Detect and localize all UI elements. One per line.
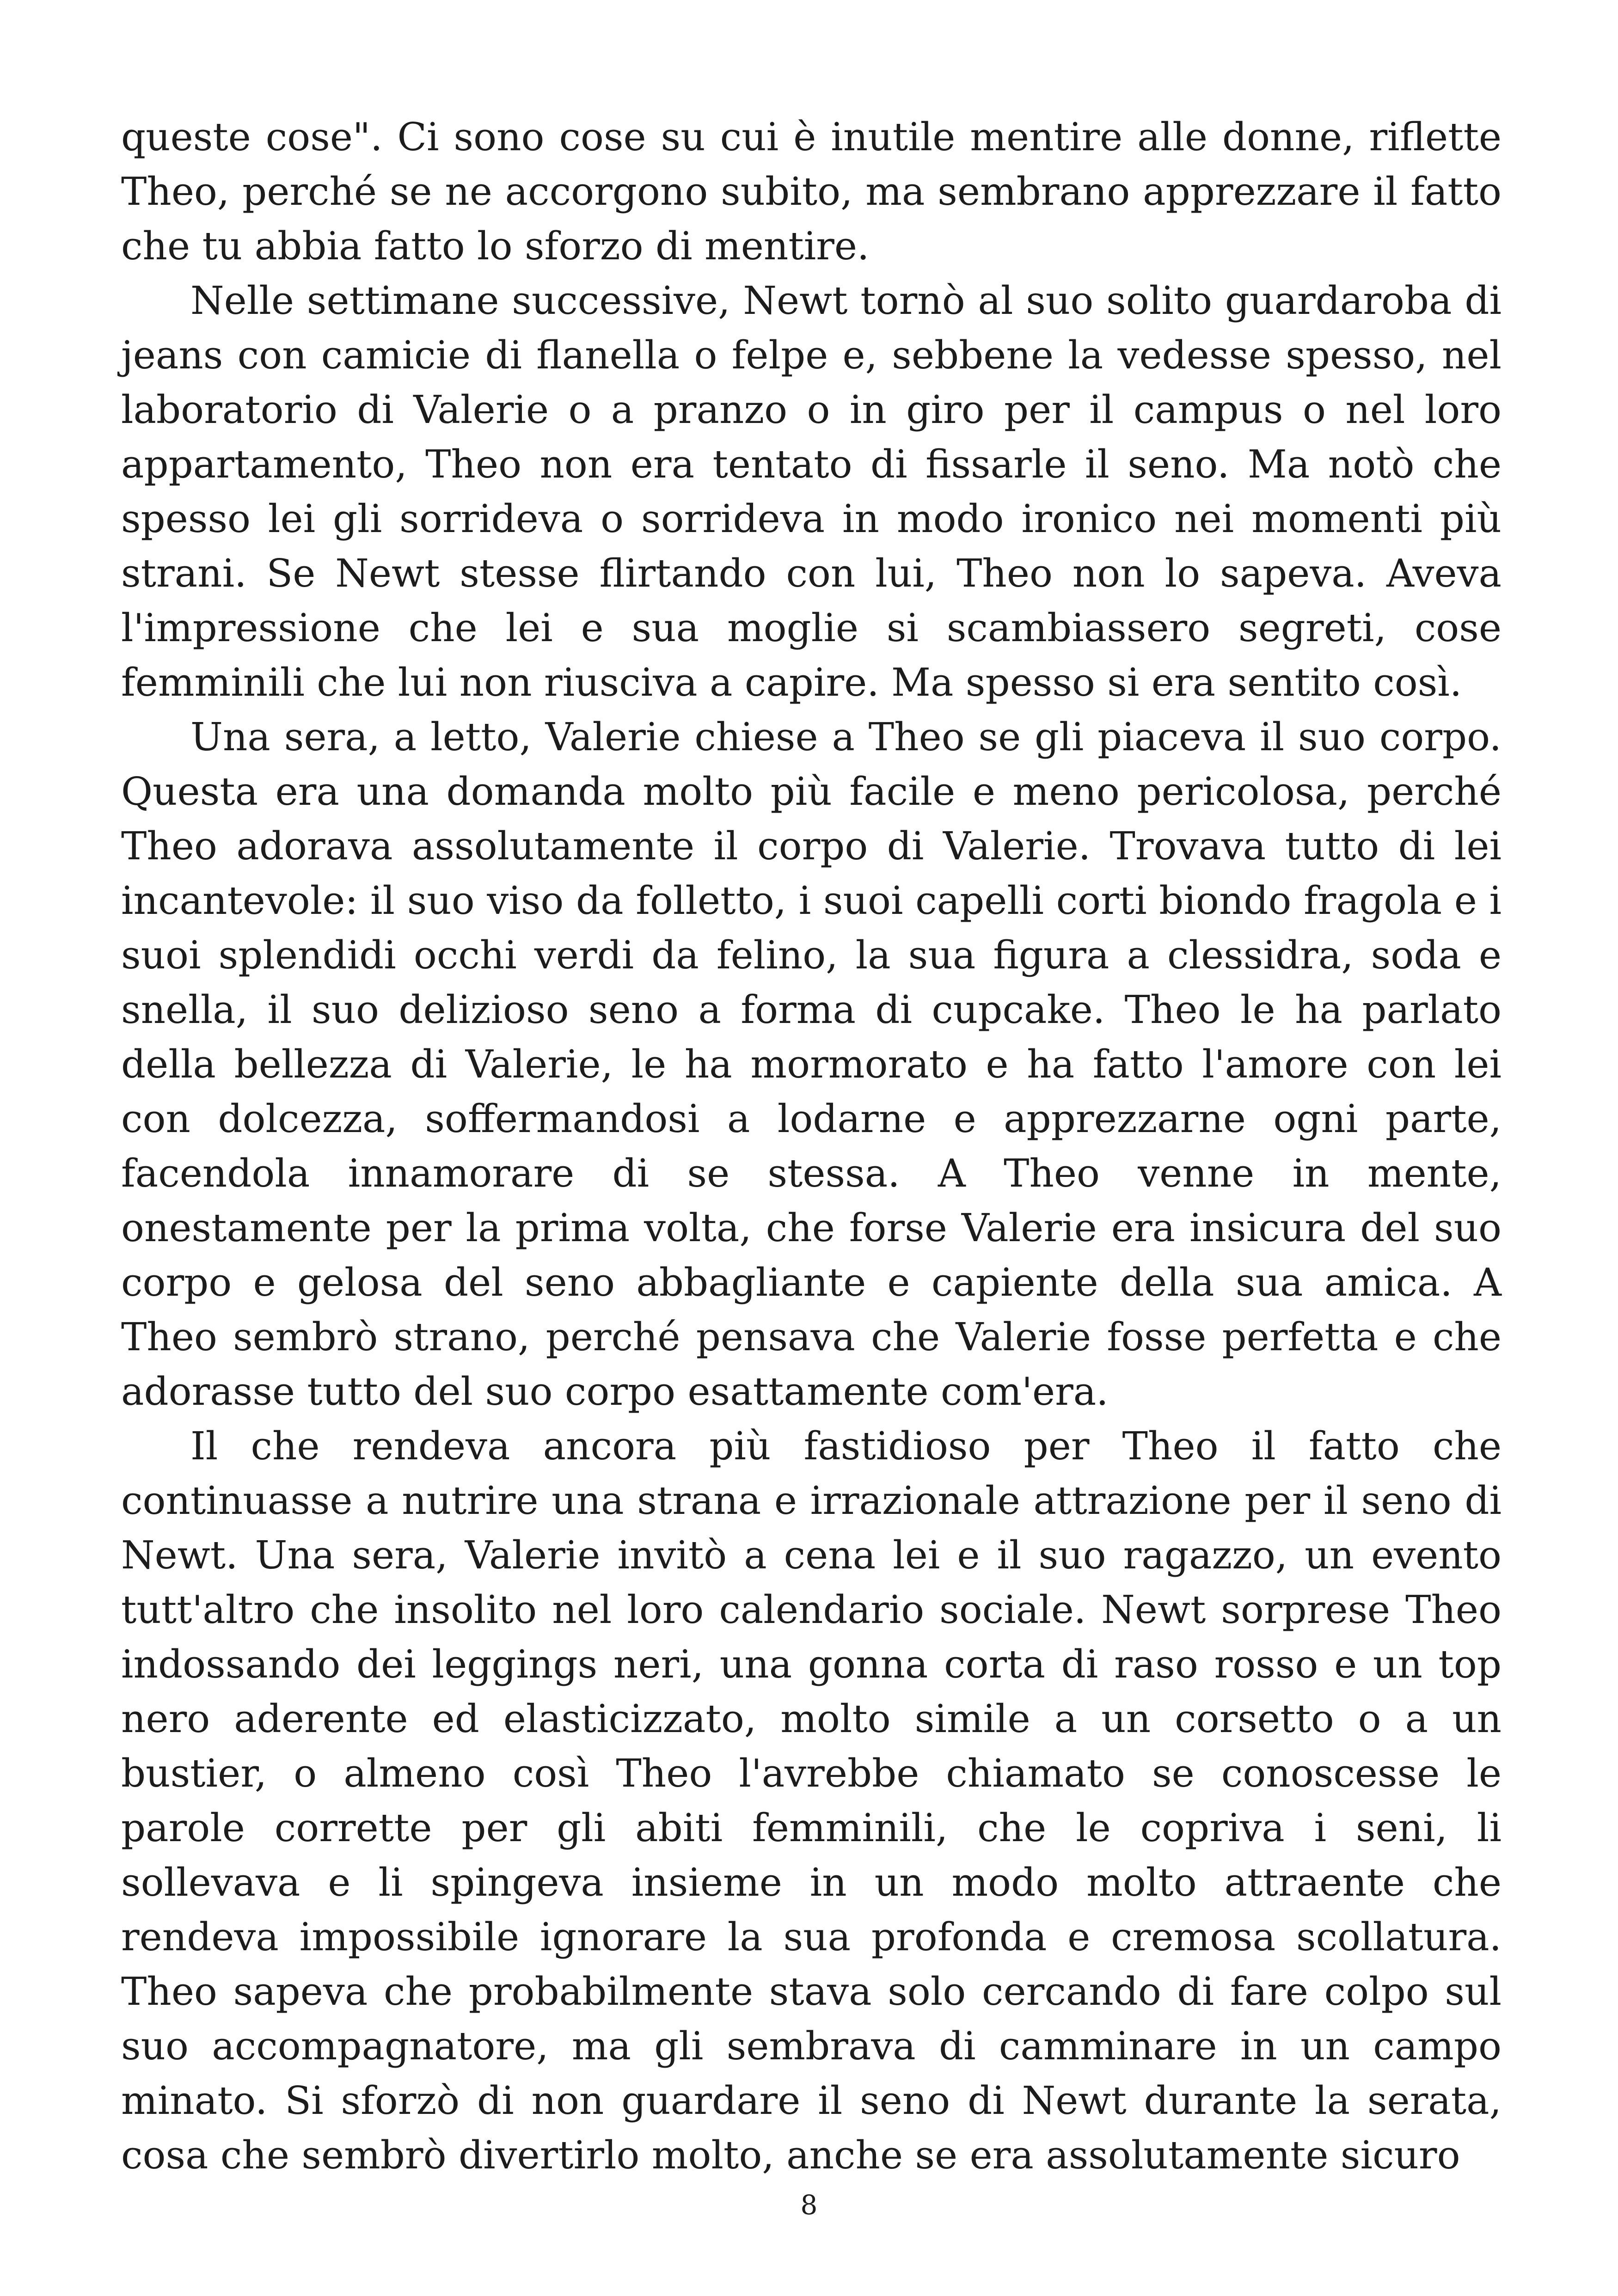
paragraph-1: queste cose". Ci sono cose su cui è inutile mentire alle donne, riflette Theo, perché se ne accorgono subito, ma sembrano apprezzare il fatto che tu abbia fatto lo sforzo di mentire. <box>121 115 1502 269</box>
paragraph-4: Il che rendeva ancora più fastidioso per Theo il fatto che continuasse a nutrire una strana e irrazionale attrazione per il seno di Newt. Una sera, Valerie invitò a cena lei e il suo ragazzo, un evento tutt'altro che insolito nel loro calendario sociale. Newt sorprese Theo indossando dei leggings neri, una gonna corta di raso rosso e un top nero aderente ed elasticizzato, molto simile a un corsetto o a un bustier, o almeno così Theo l'avrebbe chiamato se conoscesse le parole corrette per gli abiti femminili, che le copriva i seni, li sollevava e li spingeva insieme in un modo molto attraente che rendeva impossibile ignorare la sua profonda e cremosa scollatura. Theo sapeva che probabilmente stava solo cercando di fare colpo sul suo accompagnatore, ma gli sembrava di camminare in un campo minato. Si sforzò di non guardare il seno di Newt durante la serata, cosa che sembrò divertirlo molto, anche se era assolutamente sicuro <box>121 1424 1502 2178</box>
paragraph-2: Nelle settimane successive, Newt tornò al suo solito guardaroba di jeans con camicie di flanella o felpe e, sebbene la vedesse spesso, nel laboratorio di Valerie o a pranzo o in giro per il campus o nel loro appartamento, Theo non era tentato di fissarle il seno. Ma notò che spesso lei gli sorrideva o sorrideva in modo ironico nei momenti più strani. Se Newt stesse flirtando con lui, Theo non lo sapeva. Aveva l'impressione che lei e sua moglie si scambiassero segreti, cose femminili che lui non riusciva a capire. Ma spesso si era sentito così. <box>121 278 1502 705</box>
page-body <box>121 110 1502 2183</box>
page-number: 8 <box>800 2189 818 2221</box>
paragraph-3: Una sera, a letto, Valerie chiese a Theo se gli piaceva il suo corpo. Questa era una domanda molto più facile e meno pericolosa, perché Theo adorava assolutamente il corpo di Valerie. Trovava tutto di lei incantevole: il suo viso da folletto, i suoi capelli corti biondo fragola e i suoi splendidi occhi verdi da felino, la sua figura a clessidra, soda e snella, il suo delizioso seno a forma di cupcake. Theo le ha parlato della bellezza di Valerie, le ha mormorato e ha fatto l'amore con lei con dolcezza, soffermandosi a lodarne e apprezzarne ogni parte, facendola innamorare di se stessa. A Theo venne in mente, onestamente per la prima volta, che forse Valerie era insicura del suo corpo e gelosa del seno abbagliante e capiente della sua amica. A Theo sembrò strano, perché pensava che Valerie fosse perfetta e che adorasse tutto del suo corpo esattamente com'era. <box>121 715 1502 1414</box>
